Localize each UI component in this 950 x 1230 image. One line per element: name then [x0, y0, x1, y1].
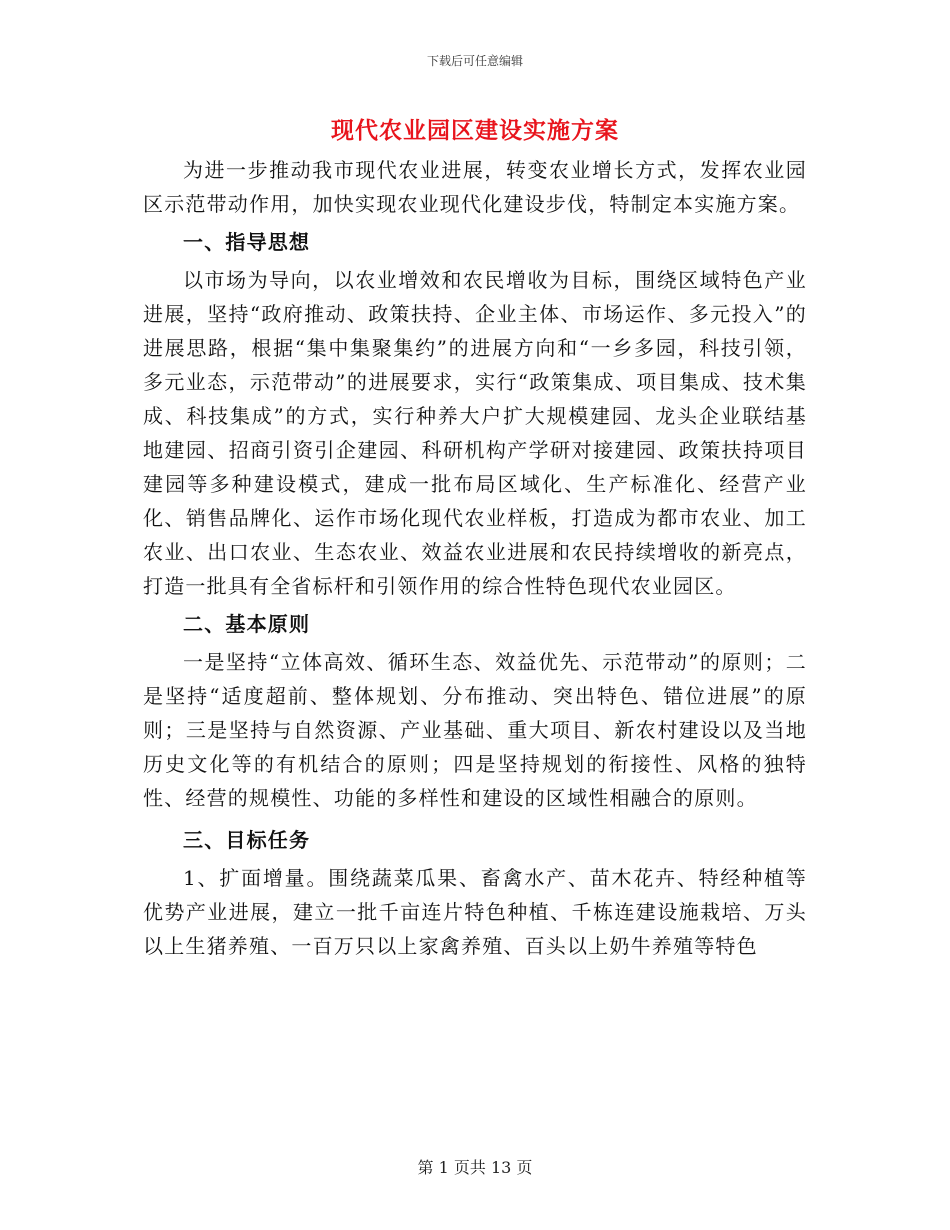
- document-title: 现代农业园区建设实施方案: [331, 117, 619, 144]
- goals-tasks-paragraph: 1、扩面增量。围绕蔬菜瓜果、畜禽水产、苗木花卉、特经种植等优势产业进展，建立一批千亩连片特色种植、千栋连建设施栽培、万头以上生猪养殖、一百万只以上家禽养殖、百头以上奶牛养殖等特色: [143, 866, 807, 958]
- page-number-footer: 第 1 页共 13 页: [417, 1158, 533, 1177]
- guiding-ideology-paragraph: 以市场为导向，以农业增效和农民增收为目标，围绕区域特色产业进展，坚持“政府推动、政策扶持、企业主体、市场运作、多元投入”的进展思路，根据“集中集聚集约”的进展方向和“一乡多园，科技引领，多元业态，示范带动”的进展要求，实行“政策集成、项目集成、技术集成、科技集成”的方式，实行种养大户扩大规模建园、龙头企业联结基地建园、招商引资引企建园、科研机构产学研对接建园、政策扶持项目建园等多种建设模式，建成一批布局区域化、生产标准化、经营产业化、销售品牌化、运作市场化现代农业样板，打造成为都市农业、加工农业、出口农业、生态农业、效益农业进展和农民持续增收的新亮点，打造一批具有全省标杆和引领作用的综合性特色现代农业园区。: [143, 268, 807, 598]
- section-heading-guiding-ideology: 一、指导思想: [183, 230, 311, 254]
- section-heading-basic-principles: 二、基本原则: [183, 612, 311, 636]
- document-body: [143, 153, 807, 967]
- basic-principles-paragraph: 一是坚持“立体高效、循环生态、效益优先、示范带动”的原则；二是坚持“适度超前、整体规划、分布推动、突出特色、错位进展”的原则；三是坚持与自然资源、产业基础、重大项目、新农村建设以及当地历史文化等的有机结合的原则；四是坚持规划的衔接性、风格的独特性、经营的规模性、功能的多样性和建设的区域性相融合的原则。: [143, 650, 807, 810]
- section-heading-goals-tasks: 三、目标任务: [183, 828, 311, 852]
- intro-paragraph: 为进一步推动我市现代农业进展，转变农业增长方式，发挥农业园区示范带动作用，加快实现农业现代化建设步伐，特制定本实施方案。: [143, 158, 807, 216]
- page-header-note: 下载后可任意编辑: [426, 54, 523, 68]
